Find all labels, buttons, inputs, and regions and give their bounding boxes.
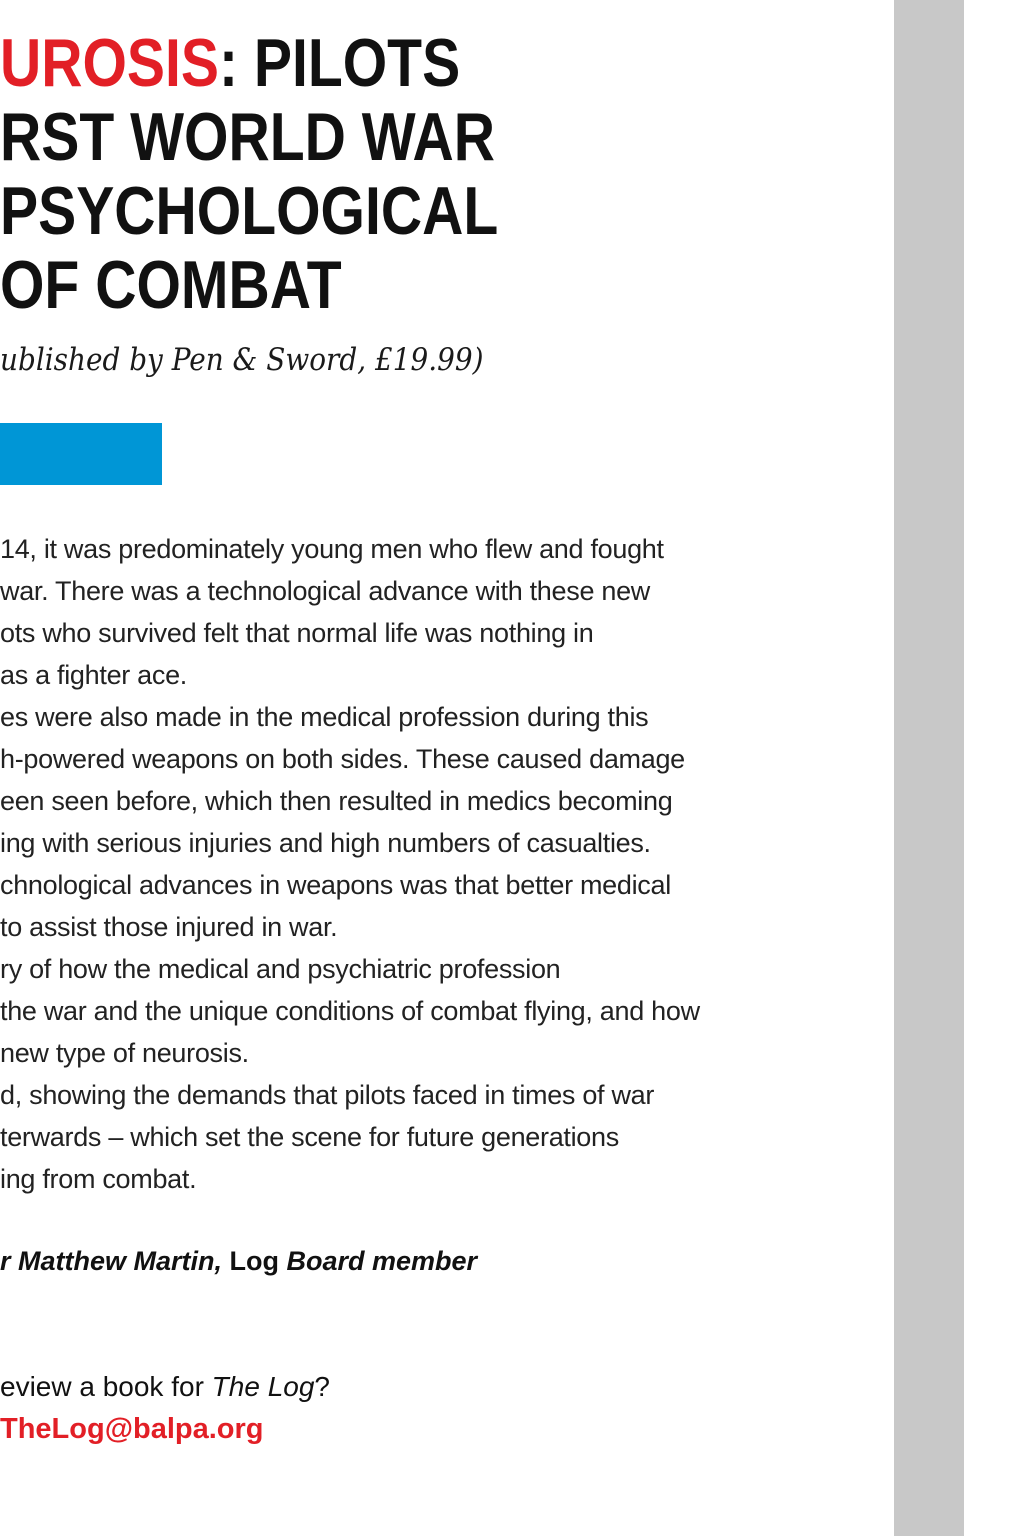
headline-line-2: RST WORLD WAR xyxy=(0,99,495,175)
body-line: war. There was a technological advance with these new xyxy=(0,576,650,606)
invitation-publication: The Log xyxy=(211,1371,315,1402)
invitation-suffix: ? xyxy=(314,1371,330,1402)
body-line: 14, it was predominately young men who flew and fought xyxy=(0,534,664,564)
body-line: new type of neurosis. xyxy=(0,1038,249,1068)
headline-line-1 xyxy=(0,26,739,100)
publication-info: ublished by Pen & Sword, £19.99) xyxy=(0,342,484,378)
invitation-text: eview a book for xyxy=(0,1371,212,1402)
body-line: d, showing the demands that pilots faced in times of war xyxy=(0,1080,655,1110)
body-line: to assist those injured in war. xyxy=(0,912,338,942)
body-line: chnological advances in weapons was that better medical xyxy=(0,870,671,900)
body-line: ing with serious injuries and high numbers of casualties. xyxy=(0,828,651,858)
section-color-block xyxy=(0,423,162,485)
body-line: h-powered weapons on both sides. These caused damage xyxy=(0,744,685,774)
body-line: the war and the unique conditions of combat flying, and how xyxy=(0,996,700,1026)
reviewer-role: Board member xyxy=(286,1246,478,1276)
body-line: ots who survived felt that normal life was nothing in xyxy=(0,618,594,648)
headline-highlight: UROSIS xyxy=(0,25,220,101)
body-line: terwards – which set the scene for future generations xyxy=(0,1122,619,1152)
headline-line-4: OF COMBAT xyxy=(0,247,342,323)
review-body xyxy=(0,528,700,1200)
contact-email-link[interactable]: TheLog@balpa.org xyxy=(0,1413,264,1445)
headline-line-1-rest: : PILOTS xyxy=(219,25,461,101)
page-side-bar xyxy=(894,0,964,1536)
article-headline xyxy=(0,26,739,322)
reviewer-byline xyxy=(0,1240,477,1282)
body-line: ing from combat. xyxy=(0,1164,197,1194)
publication-name: Log xyxy=(222,1246,287,1276)
review-invitation xyxy=(0,1366,330,1408)
body-line: een seen before, which then resulted in medics becoming xyxy=(0,786,673,816)
body-line: ry of how the medical and psychiatric profession xyxy=(0,954,561,984)
headline-line-3: PSYCHOLOGICAL xyxy=(0,173,499,249)
reviewer-name: r Matthew Martin, xyxy=(0,1246,223,1276)
body-line: as a fighter ace. xyxy=(0,660,188,690)
body-line: es were also made in the medical profession during this xyxy=(0,702,649,732)
